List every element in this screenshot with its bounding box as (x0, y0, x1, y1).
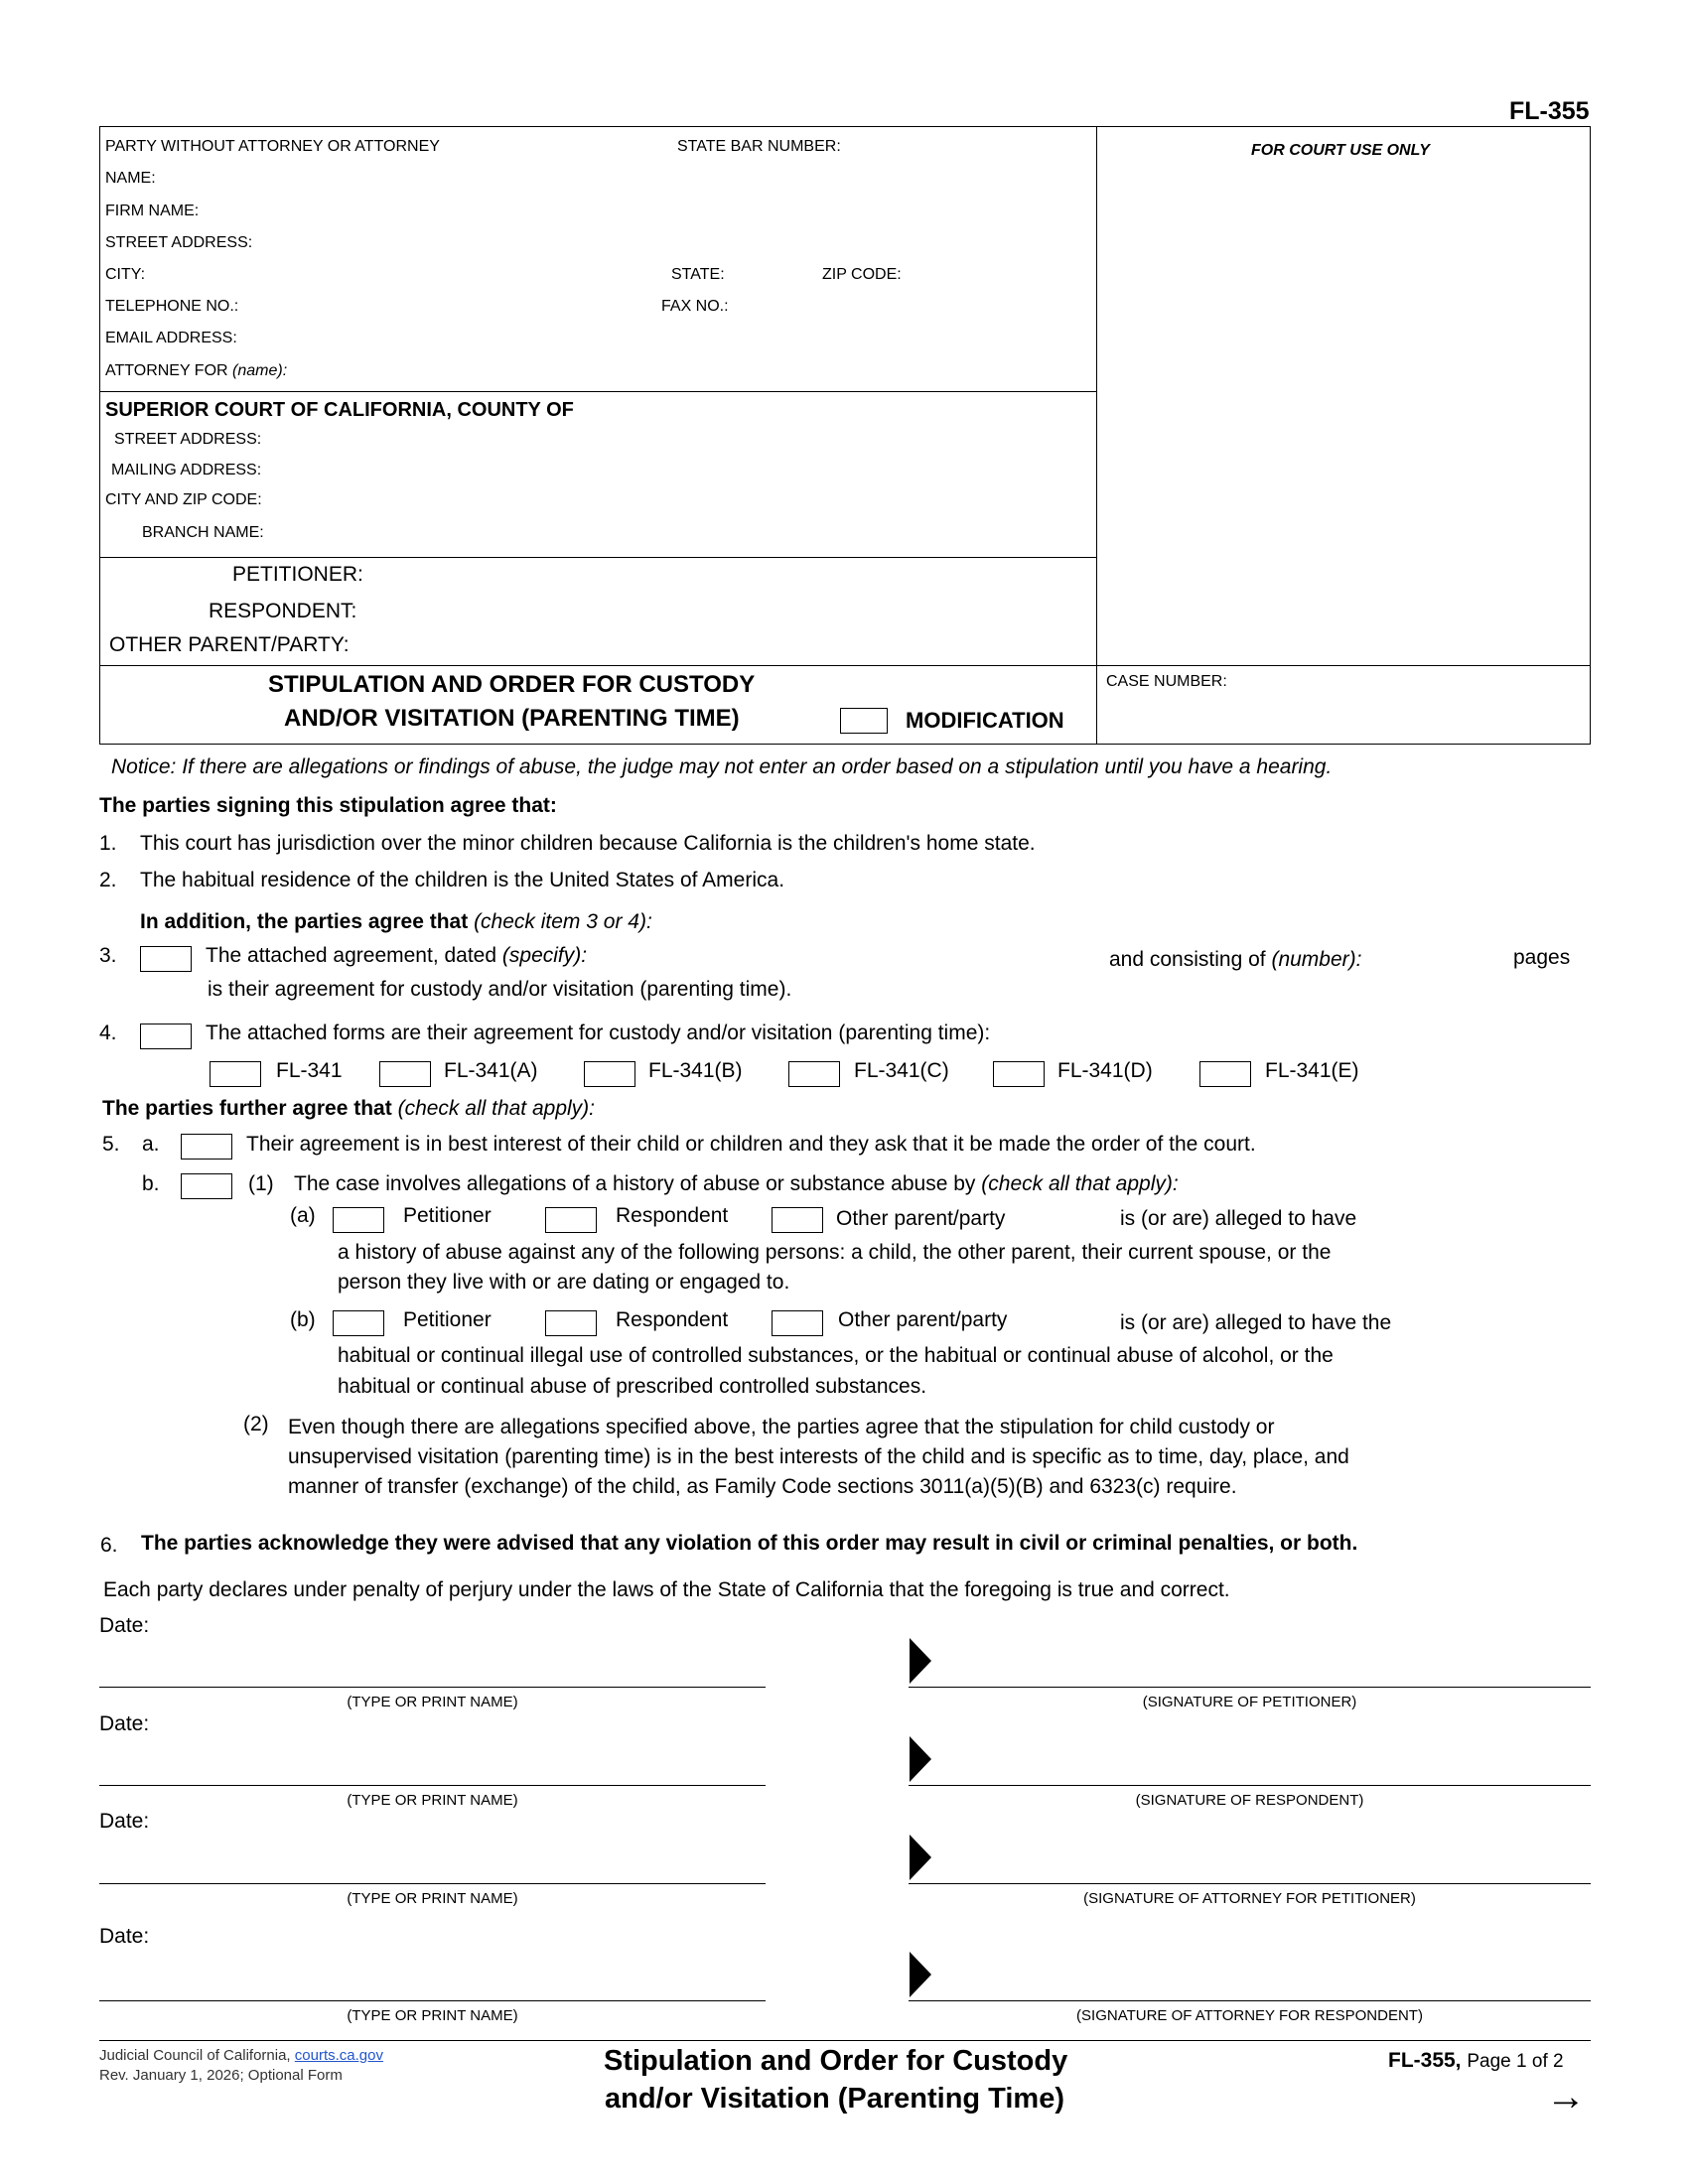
substance-petitioner-label: Petitioner (403, 1308, 492, 1331)
sig3-name-line[interactable] (99, 1883, 766, 1884)
sig4-date-label: Date: (99, 1925, 150, 1948)
item1-text: This court has jurisdiction over the minor children because California is the children's home state. (140, 832, 1036, 855)
sig3-name-caption: (TYPE OR PRINT NAME) (347, 1890, 518, 1907)
form-fl341c-label: FL-341(C) (854, 1059, 949, 1082)
form-fl341a-label: FL-341(A) (444, 1059, 538, 1082)
abuse-other-label: Other parent/party (836, 1207, 1006, 1230)
petitioner-label: PETITIONER: (232, 563, 363, 586)
item1-num: 1. (99, 832, 117, 855)
sig3-arrow-icon (910, 1835, 931, 1880)
abuse-line2: a history of abuse against any of the following persons: a child, the other parent, their current spouse, or the (338, 1241, 1332, 1264)
sig1-signature-caption: (SIGNATURE OF PETITIONER) (1142, 1694, 1357, 1710)
sig1-date-label: Date: (99, 1614, 150, 1637)
footer-rev: Rev. January 1, 2026; Optional Form (99, 2067, 343, 2084)
substance-line3: habitual or continual abuse of prescribed controlled substances. (338, 1375, 927, 1398)
substance-respondent-checkbox[interactable] (545, 1310, 597, 1336)
sig4-name-caption: (TYPE OR PRINT NAME) (347, 2007, 518, 2024)
sig1-arrow-icon (910, 1638, 931, 1684)
state-bar-label: STATE BAR NUMBER: (677, 138, 841, 155)
party-label: PARTY WITHOUT ATTORNEY OR ATTORNEY (105, 138, 440, 155)
zip-label: ZIP CODE: (822, 266, 902, 283)
item5b1-num: (1) (248, 1172, 274, 1195)
substance-petitioner-checkbox[interactable] (333, 1310, 384, 1336)
respondent-label: RESPONDENT: (209, 600, 357, 622)
firm-label: FIRM NAME: (105, 203, 200, 219)
city-label: CITY: (105, 266, 146, 283)
item5b2-line2: unsupervised visitation (parenting time) is in the best interests of the child and is specific as to time, day, place, and (288, 1445, 1349, 1468)
state-label: STATE: (671, 266, 725, 283)
form-title-line2: AND/OR VISITATION (PARENTING TIME) (284, 705, 740, 732)
item2-text: The habitual residence of the children is the United States of America. (140, 869, 785, 891)
declaration: Each party declares under penalty of perjury under the laws of the State of California that the foregoing is true and correct. (103, 1578, 1230, 1601)
caption-divider (1096, 126, 1097, 745)
form-title-line1: STIPULATION AND ORDER FOR CUSTODY (268, 671, 756, 698)
item5b-label: b. (142, 1172, 160, 1195)
courts-link[interactable]: courts.ca.gov (294, 2047, 383, 2064)
addition-heading: In addition, the parties agree that (check item 3 or 4): (140, 910, 652, 933)
item3-text: The attached agreement, dated (specify): (206, 944, 588, 967)
item3-pages-field[interactable] (1415, 943, 1504, 969)
substance-other-label: Other parent/party (838, 1308, 1008, 1331)
sig4-name-line[interactable] (99, 2000, 766, 2001)
item3-line2: is their agreement for custody and/or visitation (parenting time). (208, 978, 792, 1001)
court-branch-label: BRANCH NAME: (142, 524, 264, 541)
form-fl341d-checkbox[interactable] (993, 1061, 1045, 1087)
abuse-line3: person they live with or are dating or engaged to. (338, 1271, 790, 1294)
divider-parties (99, 557, 1096, 558)
form-fl341d-label: FL-341(D) (1057, 1059, 1153, 1082)
court-title: SUPERIOR COURT OF CALIFORNIA, COUNTY OF (105, 399, 574, 421)
case-number-field[interactable] (1106, 695, 1583, 739)
footer-title2: and/or Visitation (Parenting Time) (605, 2083, 1064, 2115)
item5b1-text: The case involves allegations of a history of abuse or substance abuse by (check all that apply): (294, 1172, 1179, 1195)
abuse-respondent-checkbox[interactable] (545, 1207, 597, 1233)
attorney-name-field[interactable] (228, 165, 1082, 189)
substance-tail: is (or are) alleged to have the (1120, 1311, 1392, 1334)
form-fl341-label: FL-341 (276, 1059, 343, 1082)
item3-pages: pages (1513, 946, 1571, 969)
sig1-name-caption: (TYPE OR PRINT NAME) (347, 1694, 518, 1710)
item5a-text: Their agreement is in best interest of their child or children and they ask that it be made the order of the court. (246, 1133, 1256, 1156)
court-use-label: FOR COURT USE ONLY (1251, 142, 1430, 159)
modification-checkbox[interactable] (840, 708, 888, 734)
item5b1a-label: (a) (290, 1204, 316, 1227)
case-number-label: CASE NUMBER: (1106, 673, 1227, 690)
item3-checkbox[interactable] (140, 946, 192, 972)
abuse-other-checkbox[interactable] (772, 1207, 823, 1233)
street-label: STREET ADDRESS: (105, 234, 253, 251)
name-label: NAME: (105, 170, 156, 187)
item5b2-line1: Even though there are allegations specified above, the parties agree that the stipulation for child custody or (288, 1416, 1275, 1438)
item4-checkbox[interactable] (140, 1024, 192, 1049)
sig4-signature-caption: (SIGNATURE OF ATTORNEY FOR RESPONDENT) (1076, 2007, 1423, 2024)
footer-title1: Stipulation and Order for Custody (604, 2045, 1068, 2077)
form-fl341e-checkbox[interactable] (1199, 1061, 1251, 1087)
item5a-checkbox[interactable] (181, 1134, 232, 1160)
abuse-respondent-label: Respondent (616, 1204, 729, 1227)
abuse-petitioner-label: Petitioner (403, 1204, 492, 1227)
item3-consisting: and consisting of (number): (1109, 948, 1362, 971)
divider-title (99, 665, 1591, 666)
item3-date-field[interactable] (665, 943, 1092, 969)
substance-line2: habitual or continual illegal use of controlled substances, or the habitual or continual abuse of alcohol, or the (338, 1344, 1334, 1367)
form-fl341b-label: FL-341(B) (648, 1059, 743, 1082)
abuse-tail: is (or are) alleged to have (1120, 1207, 1357, 1230)
item5b1b-label: (b) (290, 1308, 316, 1331)
modification-label: MODIFICATION (906, 708, 1064, 733)
sig2-date-label: Date: (99, 1712, 150, 1735)
sig2-name-line[interactable] (99, 1785, 766, 1786)
form-fl341b-checkbox[interactable] (584, 1061, 635, 1087)
item5b-checkbox[interactable] (181, 1173, 232, 1199)
court-mailing-label: MAILING ADDRESS: (111, 462, 262, 478)
sig1-name-line[interactable] (99, 1687, 766, 1688)
email-label: EMAIL ADDRESS: (105, 330, 237, 346)
divider-court (99, 391, 1096, 392)
item5a-label: a. (142, 1133, 160, 1156)
form-fl341e-label: FL-341(E) (1265, 1059, 1359, 1082)
item3-num: 3. (99, 944, 117, 967)
sig4-arrow-icon (910, 1952, 931, 1997)
item2-num: 2. (99, 869, 117, 891)
court-street-label: STREET ADDRESS: (114, 431, 262, 448)
sig4-signature-line[interactable] (909, 2000, 1591, 2001)
court-city-zip-label: CITY AND ZIP CODE: (105, 491, 262, 508)
item6-text: The parties acknowledge they were advised that any violation of this order may result in civil or criminal penalties, or both. (141, 1532, 1358, 1555)
other-party-label: OTHER PARENT/PARTY: (109, 633, 350, 656)
footer-rule (99, 2040, 1591, 2041)
item6-num: 6. (100, 1534, 118, 1557)
item5b2-num: (2) (243, 1413, 269, 1435)
item4-num: 4. (99, 1022, 117, 1044)
sig3-date-label: Date: (99, 1810, 150, 1833)
substance-respondent-label: Respondent (616, 1308, 729, 1331)
item4-text: The attached forms are their agreement for custody and/or visitation (parenting time): (206, 1022, 991, 1044)
sig2-name-caption: (TYPE OR PRINT NAME) (347, 1792, 518, 1809)
sig2-signature-line[interactable] (909, 1785, 1591, 1786)
fax-label: FAX NO.: (661, 298, 729, 315)
form-fl341-checkbox[interactable] (210, 1061, 261, 1087)
sig3-signature-caption: (SIGNATURE OF ATTORNEY FOR PETITIONER) (1083, 1890, 1416, 1907)
agree-heading: The parties signing this stipulation agree that: (99, 794, 557, 817)
sig2-arrow-icon (910, 1736, 931, 1782)
sig1-signature-line[interactable] (909, 1687, 1591, 1688)
attorney-for-label: ATTORNEY FOR (name): (105, 362, 288, 379)
abuse-petitioner-checkbox[interactable] (333, 1207, 384, 1233)
next-page-arrow-icon[interactable]: → (1546, 2075, 1586, 2118)
further-heading: The parties further agree that (check all that apply): (102, 1097, 596, 1120)
phone-label: TELEPHONE NO.: (105, 298, 239, 315)
item5-num: 5. (102, 1133, 120, 1156)
notice: Notice: If there are allegations or findings of abuse, the judge may not enter an order based on a stipulation until you have a hearing. (111, 755, 1333, 778)
footer-council: Judicial Council of California, courts.ca.gov (99, 2047, 383, 2064)
form-fl341a-checkbox[interactable] (379, 1061, 431, 1087)
sig2-signature-caption: (SIGNATURE OF RESPONDENT) (1135, 1792, 1364, 1809)
form-fl341c-checkbox[interactable] (788, 1061, 840, 1087)
sig3-signature-line[interactable] (909, 1883, 1591, 1884)
item5b2-line3: manner of transfer (exchange) of the child, as Family Code sections 3011(a)(5)(B) and 6323(c) require. (288, 1475, 1237, 1498)
form-number: FL-355 (1509, 97, 1590, 125)
substance-other-checkbox[interactable] (772, 1310, 823, 1336)
footer-page: FL-355, Page 1 of 2 (1388, 2049, 1564, 2072)
